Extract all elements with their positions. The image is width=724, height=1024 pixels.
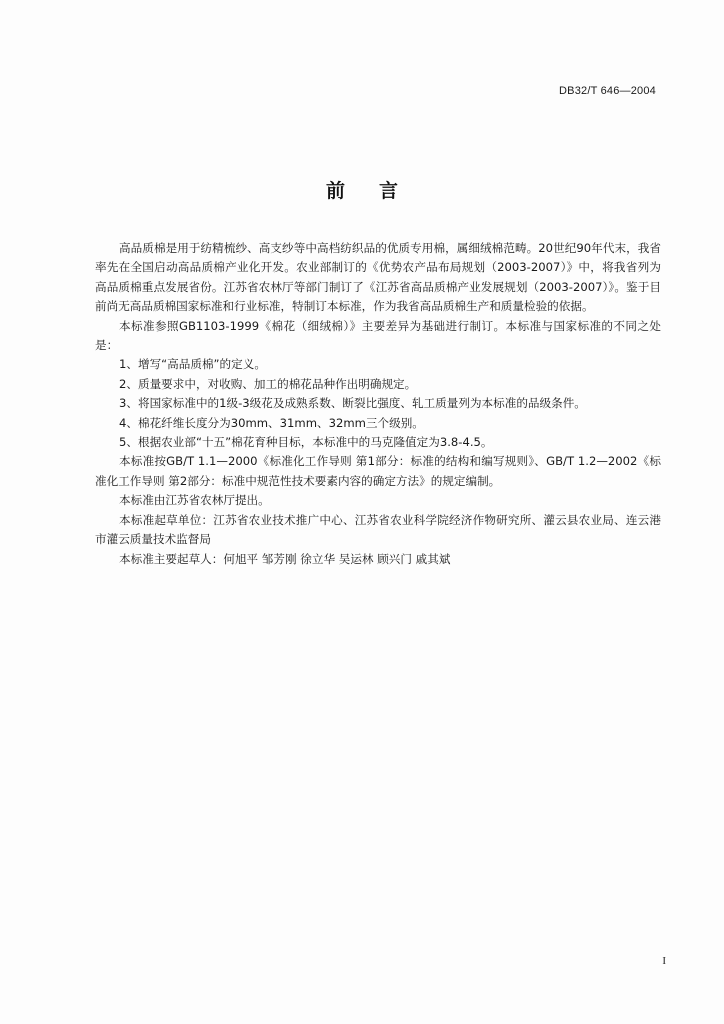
page-number: I: [662, 955, 666, 967]
document-code: DB32/T 646—2004: [559, 85, 656, 97]
page-title: 前言: [325, 180, 432, 202]
foreword-body: [95, 239, 661, 569]
paragraph-drafting-units: 本标准起草单位：江苏省农业技术推广中心、江苏省农业科学院经济作物研究所、灌云县农业局、连云港市灌云质量技术监督局: [95, 512, 661, 547]
paragraph-drafting-rules: 本标准按GB/T 1.1—2000《标准化工作导则 第1部分：标准的结构和编写规则》、GB/T 1.2—2002《标准化工作导则 第2部分：标准中规范性技术要素内容的确定方法》的规定编制。: [95, 454, 661, 488]
list-item: 4、棉花纤维长度分为30mm、31mm、32mm三个级别。: [119, 415, 424, 430]
list-item: 2、质量要求中，对收购、加工的棉花品种作出明确规定。: [119, 376, 417, 391]
paragraph-drafters: 本标准主要起草人：何旭平 邹芳刚 徐立华 吴运林 顾兴门 戚其斌: [119, 551, 451, 566]
list-item: 5、根据农业部“十五”棉花育种目标，本标准中的马克隆值定为3.8-4.5。: [119, 435, 493, 450]
paragraph-background: 高品质棉是用于纺精梳纱、高支纱等中高档纺织品的优质专用棉，属细绒棉范畴。20世纪90年代末，我省率先在全国启动高品质棉产业化开发。农业部制订的《优势农产品布局规划（2003-2007）》中，将我省列为高品质棉重点发展省份。江苏省农林厅等部门制订了《江苏省高品质棉产业发展规划（2003-2007）》。鉴于目前尚无高品质棉国家标准和行业标准，特制订本标准，作为我省高品质棉生产和质量检验的依据。: [95, 241, 661, 314]
paragraph-proposer: 本标准由江苏省农林厅提出。: [119, 493, 270, 508]
list-item: 3、将国家标准中的1级-3级花及成熟系数、断裂比强度、轧工质量列为本标准的品级条件。: [119, 396, 586, 411]
list-item: 1、增写“高品质棉”的定义。: [119, 357, 266, 372]
paragraph-reference: 本标准参照GB1103-1999《棉花（细绒棉）》主要差异为基础进行制订。本标准与国家标准的不同之处是：: [95, 318, 661, 353]
